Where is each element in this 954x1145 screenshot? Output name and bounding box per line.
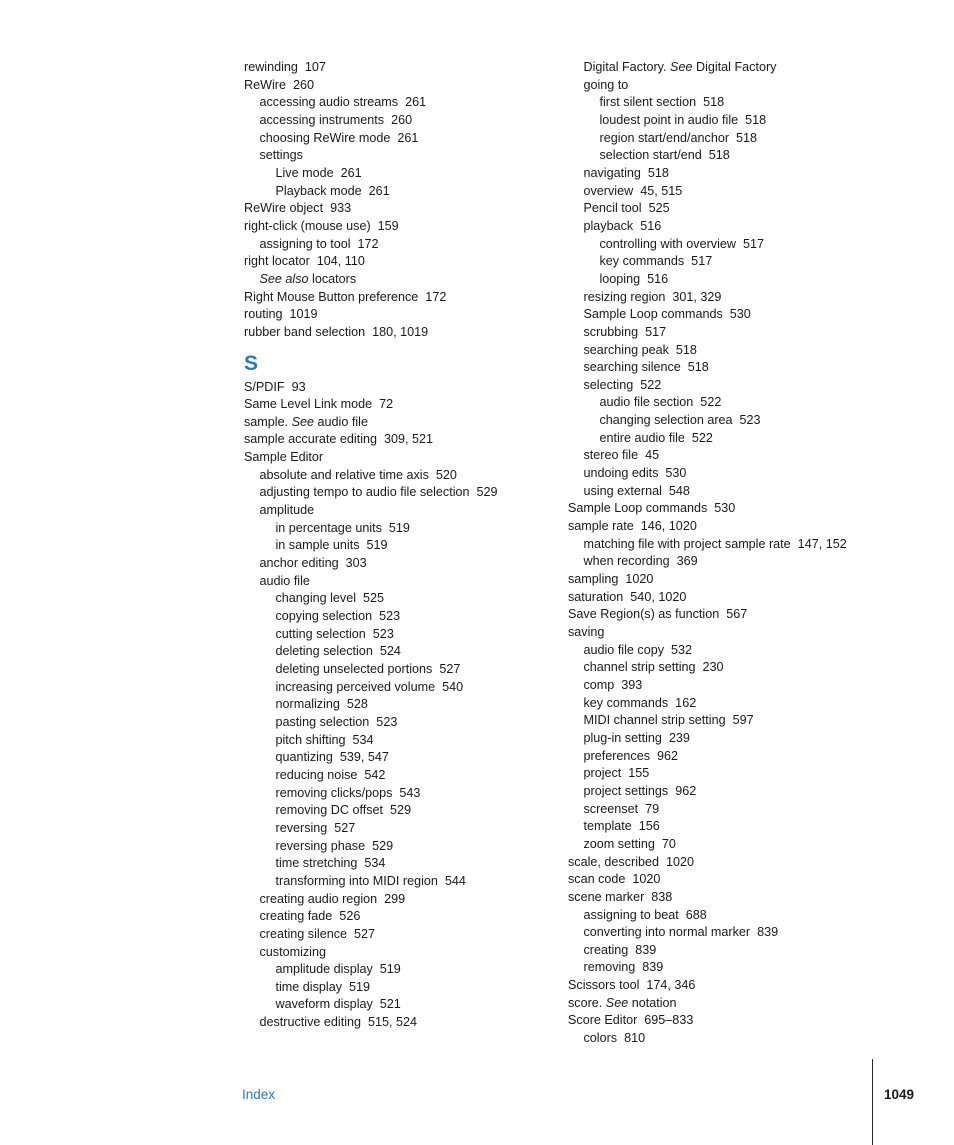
- index-entry: [568, 359, 908, 377]
- entry-text: increasing perceived volume 540: [275, 679, 464, 694]
- entry-text: Playback mode 261: [275, 183, 390, 198]
- entry-text: Sample Loop commands 530: [568, 501, 736, 516]
- index-entry: [244, 94, 564, 112]
- index-entry: [244, 379, 564, 397]
- index-entry: [568, 624, 908, 642]
- index-entry: [244, 996, 564, 1014]
- entry-text: deleting unselected portions 527: [275, 662, 461, 676]
- index-entry: [568, 394, 908, 412]
- entry-text: normalizing 528: [275, 697, 368, 712]
- entry-text: scene marker 838: [568, 889, 673, 904]
- index-entry: [568, 77, 908, 95]
- entry-text: comp 393: [583, 677, 643, 692]
- index-entry: [244, 573, 564, 591]
- entry-text: right-click (mouse use) 159: [244, 218, 399, 233]
- entry-text: plug-in setting 239: [583, 730, 690, 745]
- index-entry: [244, 130, 564, 148]
- index-entry: [244, 555, 564, 573]
- index-entry: [244, 77, 564, 95]
- index-entry: [568, 907, 908, 925]
- entry-text: screenset 79: [583, 801, 660, 816]
- index-entry: [244, 414, 564, 432]
- entry-text: settings: [259, 148, 303, 163]
- index-entry: [568, 253, 908, 271]
- entry-text: when recording 369: [583, 554, 698, 569]
- entry-text: in sample units 519: [275, 538, 388, 553]
- index-entry: [568, 730, 908, 748]
- index-entry: [568, 712, 908, 730]
- index-entry: [244, 449, 564, 467]
- entry-text: routing 1019: [244, 307, 318, 322]
- entry-text: stereo file 45: [583, 448, 660, 463]
- index-entry: [244, 732, 564, 750]
- entry-text: rubber band selection 180, 1019: [244, 324, 429, 339]
- index-entry: [568, 606, 908, 624]
- index-entry: [568, 783, 908, 801]
- index-entry: [568, 500, 908, 518]
- index-entry: [568, 306, 908, 324]
- entry-text: time stretching 534: [275, 856, 386, 871]
- index-entry: [244, 253, 564, 271]
- entry-text: cutting selection 523: [275, 626, 394, 641]
- entry-text: region start/end/anchor 518: [599, 130, 758, 145]
- entry-text: controlling with overview 517: [599, 236, 764, 251]
- entry-text: creating audio region 299: [259, 891, 406, 906]
- entry-text: right locator 104, 110: [244, 254, 365, 269]
- index-entry: [244, 147, 564, 165]
- index-entry: [568, 430, 908, 448]
- entry-text: Live mode 261: [275, 165, 362, 180]
- entry-text: scrubbing 517: [583, 324, 667, 339]
- index-entry: [568, 218, 908, 236]
- index-entry: [568, 642, 908, 660]
- index-entry: [244, 590, 564, 608]
- footer-section-label: Index: [242, 1087, 276, 1102]
- index-entry: [244, 431, 564, 449]
- entry-text: preferences 962: [583, 748, 679, 763]
- index-entry: [244, 537, 564, 555]
- entry-text: sample rate 146, 1020: [568, 519, 697, 534]
- index-entry: [568, 801, 908, 819]
- entry-text: reversing phase 529: [275, 838, 394, 853]
- entry-text: MIDI channel strip setting 597: [583, 713, 754, 728]
- entry-text: going to: [583, 77, 629, 92]
- entry-text: time display 519: [275, 979, 371, 994]
- index-entry: [244, 802, 564, 820]
- entry-text: accessing instruments 260: [259, 112, 413, 127]
- entry-text: changing selection area 523: [599, 413, 761, 428]
- entry-text: score.: [568, 995, 606, 1010]
- index-entry: [568, 959, 908, 977]
- index-entry: [568, 447, 908, 465]
- index-entry: [568, 1012, 908, 1030]
- index-column-left: [244, 59, 564, 1032]
- entry-text: adjusting tempo to audio file selection 529: [259, 485, 498, 500]
- entry-text: S/PDIF 93: [244, 379, 306, 394]
- entry-text: saturation 540, 1020: [568, 589, 687, 604]
- index-entry: [244, 820, 564, 838]
- entry-text: absolute and relative time axis 520: [259, 467, 457, 482]
- index-entry: [568, 412, 908, 430]
- entry-text: loudest point in audio file 518: [599, 112, 767, 127]
- entry-text: pitch shifting 534: [275, 732, 374, 747]
- entry-text: Scissors tool 174, 346: [568, 978, 696, 993]
- index-entry: [244, 944, 564, 962]
- entry-text: navigating 518: [583, 165, 669, 180]
- index-entry: [244, 502, 564, 520]
- index-entry: [568, 571, 908, 589]
- index-column-right: [568, 59, 908, 1048]
- entry-text: Score Editor 695–833: [568, 1013, 694, 1028]
- entry-text: rewinding 107: [244, 60, 326, 74]
- index-entry: [568, 836, 908, 854]
- index-entry: [568, 183, 908, 201]
- entry-text: Sample Loop commands 530: [583, 307, 751, 322]
- index-entry: [568, 94, 908, 112]
- index-entry: [244, 855, 564, 873]
- entry-text: sampling 1020: [568, 572, 654, 587]
- entry-text: assigning to beat 688: [583, 907, 707, 922]
- index-entry: [568, 695, 908, 713]
- entry-text: audio file: [314, 414, 368, 429]
- index-entry: [244, 643, 564, 661]
- entry-text: entire audio file 522: [599, 430, 713, 445]
- entry-text: using external 548: [583, 483, 690, 498]
- entry-text: removing clicks/pops 543: [275, 785, 421, 800]
- entry-text: key commands 517: [599, 254, 713, 269]
- entry-text: creating 839: [583, 942, 657, 957]
- index-entry: [568, 59, 908, 77]
- index-entry: [244, 891, 564, 909]
- index-entry: [244, 608, 564, 626]
- entry-text: reversing 527: [275, 820, 356, 835]
- index-entry: [244, 236, 564, 254]
- index-entry: [244, 767, 564, 785]
- index-entry: [568, 483, 908, 501]
- entry-text: deleting selection 524: [275, 644, 401, 659]
- index-entry: [568, 924, 908, 942]
- index-entry: [568, 765, 908, 783]
- entry-text: scan code 1020: [568, 872, 661, 887]
- cross-reference-label: See: [291, 414, 315, 429]
- index-entry: [244, 926, 564, 944]
- entry-text: key commands 162: [583, 695, 697, 710]
- entry-text: searching peak 518: [583, 342, 697, 357]
- index-entry: [244, 626, 564, 644]
- index-entry: [568, 889, 908, 907]
- entry-text: pasting selection 523: [275, 714, 398, 729]
- entry-text: first silent section 518: [599, 95, 725, 110]
- entry-text: in percentage units 519: [275, 520, 410, 535]
- entry-text: matching file with project sample rate 147, 152: [583, 536, 847, 551]
- index-entry: [568, 553, 908, 571]
- index-entry: [568, 289, 908, 307]
- entry-text: overview 45, 515: [583, 183, 683, 198]
- entry-text: removing 839: [583, 960, 664, 975]
- cross-reference-label: See also: [259, 271, 309, 286]
- entry-text: amplitude: [259, 503, 315, 518]
- index-entry: [568, 977, 908, 995]
- index-entry: [568, 324, 908, 342]
- index-entry: [568, 536, 908, 554]
- index-entry: [568, 871, 908, 889]
- index-entry: [244, 979, 564, 997]
- entry-text: undoing edits 530: [583, 466, 687, 481]
- index-entry: [568, 342, 908, 360]
- index-entry: [244, 520, 564, 538]
- index-entry: [244, 749, 564, 767]
- index-entry: [244, 1014, 564, 1032]
- index-entry: [244, 467, 564, 485]
- entry-text: scale, described 1020: [568, 854, 695, 869]
- index-entry: [568, 112, 908, 130]
- letter-heading: S: [244, 351, 259, 375]
- entry-text: assigning to tool 172: [259, 236, 379, 251]
- entry-text: looping 516: [599, 271, 669, 286]
- entry-text: ReWire object 933: [244, 201, 352, 216]
- entry-text: Same Level Link mode 72: [244, 397, 394, 412]
- footer-divider: [872, 1059, 873, 1145]
- entry-text: zoom setting 70: [583, 836, 676, 851]
- index-entry: [568, 465, 908, 483]
- index-entry: [568, 377, 908, 395]
- entry-text: selecting 522: [583, 377, 662, 392]
- index-entry: [568, 130, 908, 148]
- index-entry: [244, 714, 564, 732]
- entry-text: searching silence 518: [583, 360, 709, 375]
- entry-text: creating fade 526: [259, 909, 361, 924]
- index-entry: [244, 679, 564, 697]
- entry-text: anchor editing 303: [259, 556, 367, 571]
- index-entry: [568, 854, 908, 872]
- entry-text: Sample Editor: [244, 450, 324, 465]
- entry-text: Digital Factory: [692, 60, 777, 74]
- entry-text: quantizing 539, 547: [275, 750, 389, 765]
- entry-text: sample.: [244, 414, 292, 429]
- entry-text: selection start/end 518: [599, 148, 730, 163]
- index-entry: [568, 200, 908, 218]
- entry-text: channel strip setting 230: [583, 660, 724, 675]
- entry-text: Right Mouse Button preference 172: [244, 289, 447, 304]
- index-entry: [568, 659, 908, 677]
- index-entry: [244, 661, 564, 679]
- index-entry: [244, 306, 564, 324]
- page-number: 1049: [884, 1087, 915, 1102]
- index-entry: [244, 396, 564, 414]
- index-entry: [568, 518, 908, 536]
- index-entry: [568, 1030, 908, 1048]
- entry-text: notation: [628, 995, 677, 1010]
- entry-text: transforming into MIDI region 544: [275, 873, 466, 888]
- index-entry: [568, 589, 908, 607]
- entry-text: accessing audio streams 261: [259, 95, 427, 110]
- entry-text: saving: [568, 625, 605, 639]
- index-entry: [244, 112, 564, 130]
- cross-reference-label: See: [670, 60, 693, 74]
- entry-text: playback 516: [583, 218, 662, 233]
- index-entry: [568, 818, 908, 836]
- index-entry: [568, 271, 908, 289]
- index-entry: [244, 785, 564, 803]
- entry-text: destructive editing 515, 524: [259, 1015, 418, 1030]
- entry-text: Pencil tool 525: [583, 201, 670, 216]
- entry-text: waveform display 521: [275, 997, 401, 1012]
- index-entry: [244, 200, 564, 218]
- entry-text: resizing region 301, 329: [583, 289, 722, 304]
- entry-text: ReWire 260: [244, 77, 314, 92]
- entry-text: project 155: [583, 766, 650, 781]
- index-entry: [244, 838, 564, 856]
- entry-text: amplitude display 519: [275, 962, 401, 977]
- entry-text: Save Region(s) as function 567: [568, 607, 748, 622]
- entry-text: copying selection 523: [275, 609, 401, 624]
- index-entry: [568, 942, 908, 960]
- entry-text: locators: [308, 271, 357, 286]
- index-entry: [568, 677, 908, 695]
- entry-text: changing level 525: [275, 591, 385, 606]
- entry-text: removing DC offset 529: [275, 803, 412, 818]
- index-entry: [244, 218, 564, 236]
- entry-text: audio file: [259, 573, 310, 588]
- entry-text: colors 810: [583, 1031, 646, 1046]
- index-entry: [244, 961, 564, 979]
- index-entry: [244, 696, 564, 714]
- index-entry: [568, 165, 908, 183]
- index-entry: [568, 748, 908, 766]
- entry-text: converting into normal marker 839: [583, 925, 779, 940]
- index-entry: [244, 183, 564, 201]
- index-entry: [568, 236, 908, 254]
- index-entry: [244, 59, 564, 77]
- entry-text: Digital Factory.: [583, 60, 671, 74]
- index-entry: [244, 873, 564, 891]
- index-entry: [244, 484, 564, 502]
- index-entry: [244, 289, 564, 307]
- entry-text: template 156: [583, 819, 660, 834]
- entry-text: choosing ReWire mode 261: [259, 130, 419, 145]
- index-entry: [568, 147, 908, 165]
- entry-text: sample accurate editing 309, 521: [244, 432, 434, 447]
- entry-text: audio file copy 532: [583, 642, 693, 657]
- index-entry: [568, 995, 908, 1013]
- entry-text: customizing: [259, 944, 326, 959]
- entry-text: audio file section 522: [599, 395, 722, 410]
- cross-reference-label: See: [605, 995, 629, 1010]
- index-entry: [244, 271, 564, 289]
- index-entry: [244, 165, 564, 183]
- entry-text: project settings 962: [583, 783, 697, 798]
- index-entry: [244, 908, 564, 926]
- index-entry: [244, 324, 564, 342]
- entry-text: creating silence 527: [259, 926, 376, 941]
- entry-text: reducing noise 542: [275, 767, 386, 782]
